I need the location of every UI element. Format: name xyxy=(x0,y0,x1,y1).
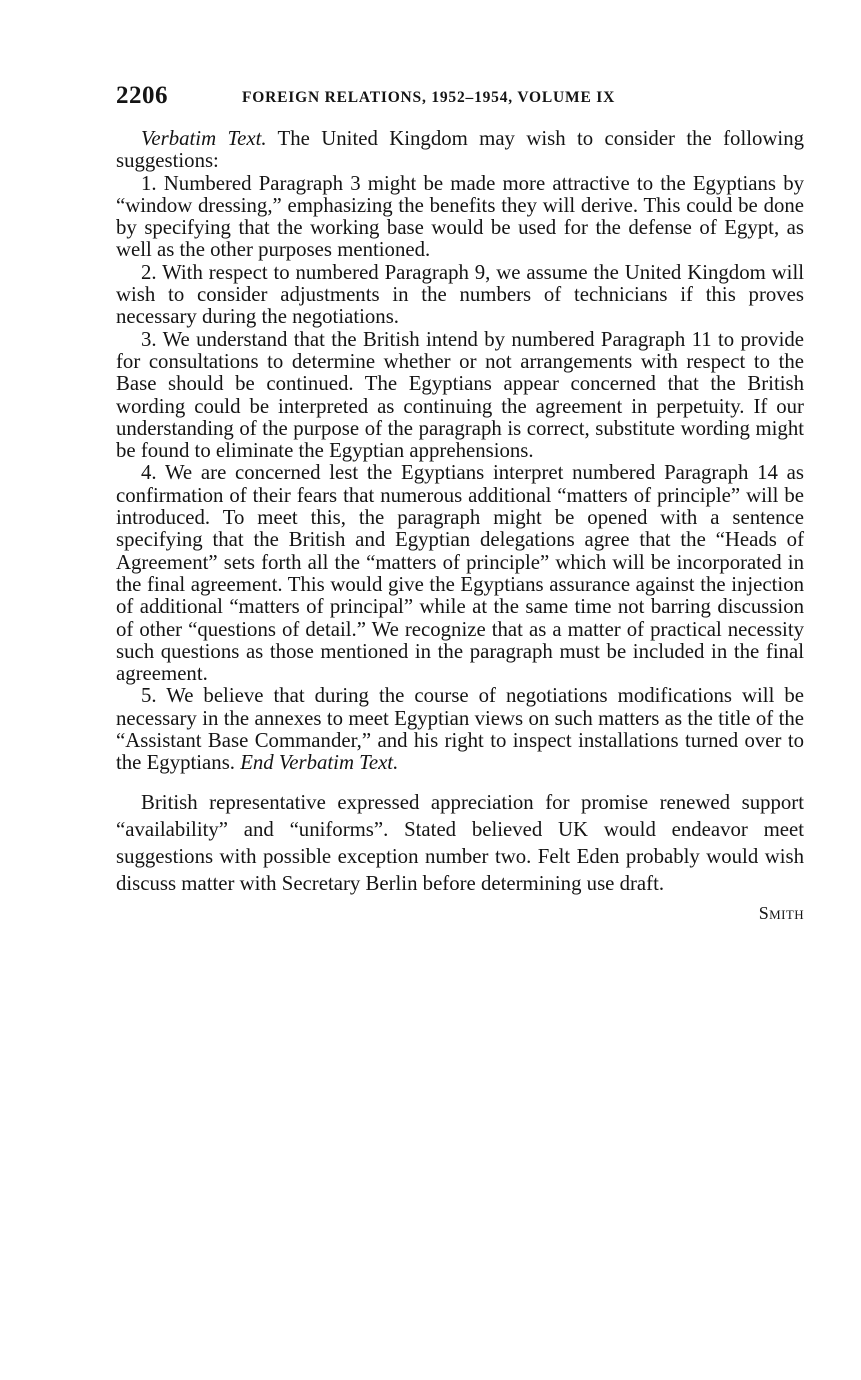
verbatim-intro xyxy=(116,128,804,173)
end-verbatim-label: End Verbatim Text. xyxy=(240,751,399,775)
suggestion-3: 3. We understand that the British intend by numbered Paragraph 11 to provide for consultations to determine whether or not arrangements with respect to the Base should be continued. The Egyptians appear concerned that the British wording could be interpreted as continuing the agreement in perpetuity. If our understanding of the purpose of the paragraph is correct, substitute wording might be found to eliminate the Egyptian apprehensions. xyxy=(116,327,804,463)
verbatim-text-block xyxy=(116,128,804,775)
closing-block xyxy=(116,789,804,897)
document-page xyxy=(116,82,804,924)
suggestion-5-text: 5. We believe that during the course of negotiations modifications will be necessary in the annexes to meet Egyptian views on such matters as the title of the “Assistant Base Commander,” and his right to inspect installations turned over to the Egyptians. xyxy=(116,684,804,775)
page-header xyxy=(116,82,804,114)
suggestion-1: 1. Numbered Paragraph 3 might be made more attractive to the Egyptians by “window dressing,” emphasizing the benefits they will derive. This could be done by specifying that the working base would be used for the defense of Egypt, as well as the other purposes mentioned. xyxy=(116,171,804,262)
suggestion-2: 2. With respect to numbered Paragraph 9, we assume the United Kingdom will wish to consider adjustments in the numbers of technicians if this proves necessary during the negotiations. xyxy=(116,260,804,329)
verbatim-label: Verbatim Text. xyxy=(141,127,267,150)
verbatim-intro-text: The United Kingdom may wish to consider the following suggestions: xyxy=(116,127,804,173)
signature: Smith xyxy=(758,902,804,923)
page-number: 2206 xyxy=(116,82,168,109)
suggestion-5 xyxy=(116,685,804,774)
closing-paragraph: British representative expressed appreciation for promise renewed support “availability” and “uniforms”. Stated believed UK would endeavor meet suggestions with possible exception number two. Felt Eden probably would wish discuss matter with Secretary Berlin before determining use draft. xyxy=(116,790,804,895)
suggestion-4: 4. We are concerned lest the Egyptians interpret numbered Paragraph 14 as confirmation of their fears that numerous additional “matters of principle” will be introduced. To meet this, the paragraph might be opened with a sentence specifying that the British and Egyptian delegations agree that the “Heads of Agreement” sets forth all the “matters of principle” which will be incorporated in the final agreement. This would give the Egyptians assurance against the injection of additional “matters of principal” while at the same time not barring discussion of other “questions of detail.” We recognize that as a matter of practical necessity such questions as those mentioned in the paragraph must be included in the final agreement. xyxy=(116,461,804,686)
running-head: FOREIGN RELATIONS, 1952–1954, VOLUME IX xyxy=(242,89,616,106)
